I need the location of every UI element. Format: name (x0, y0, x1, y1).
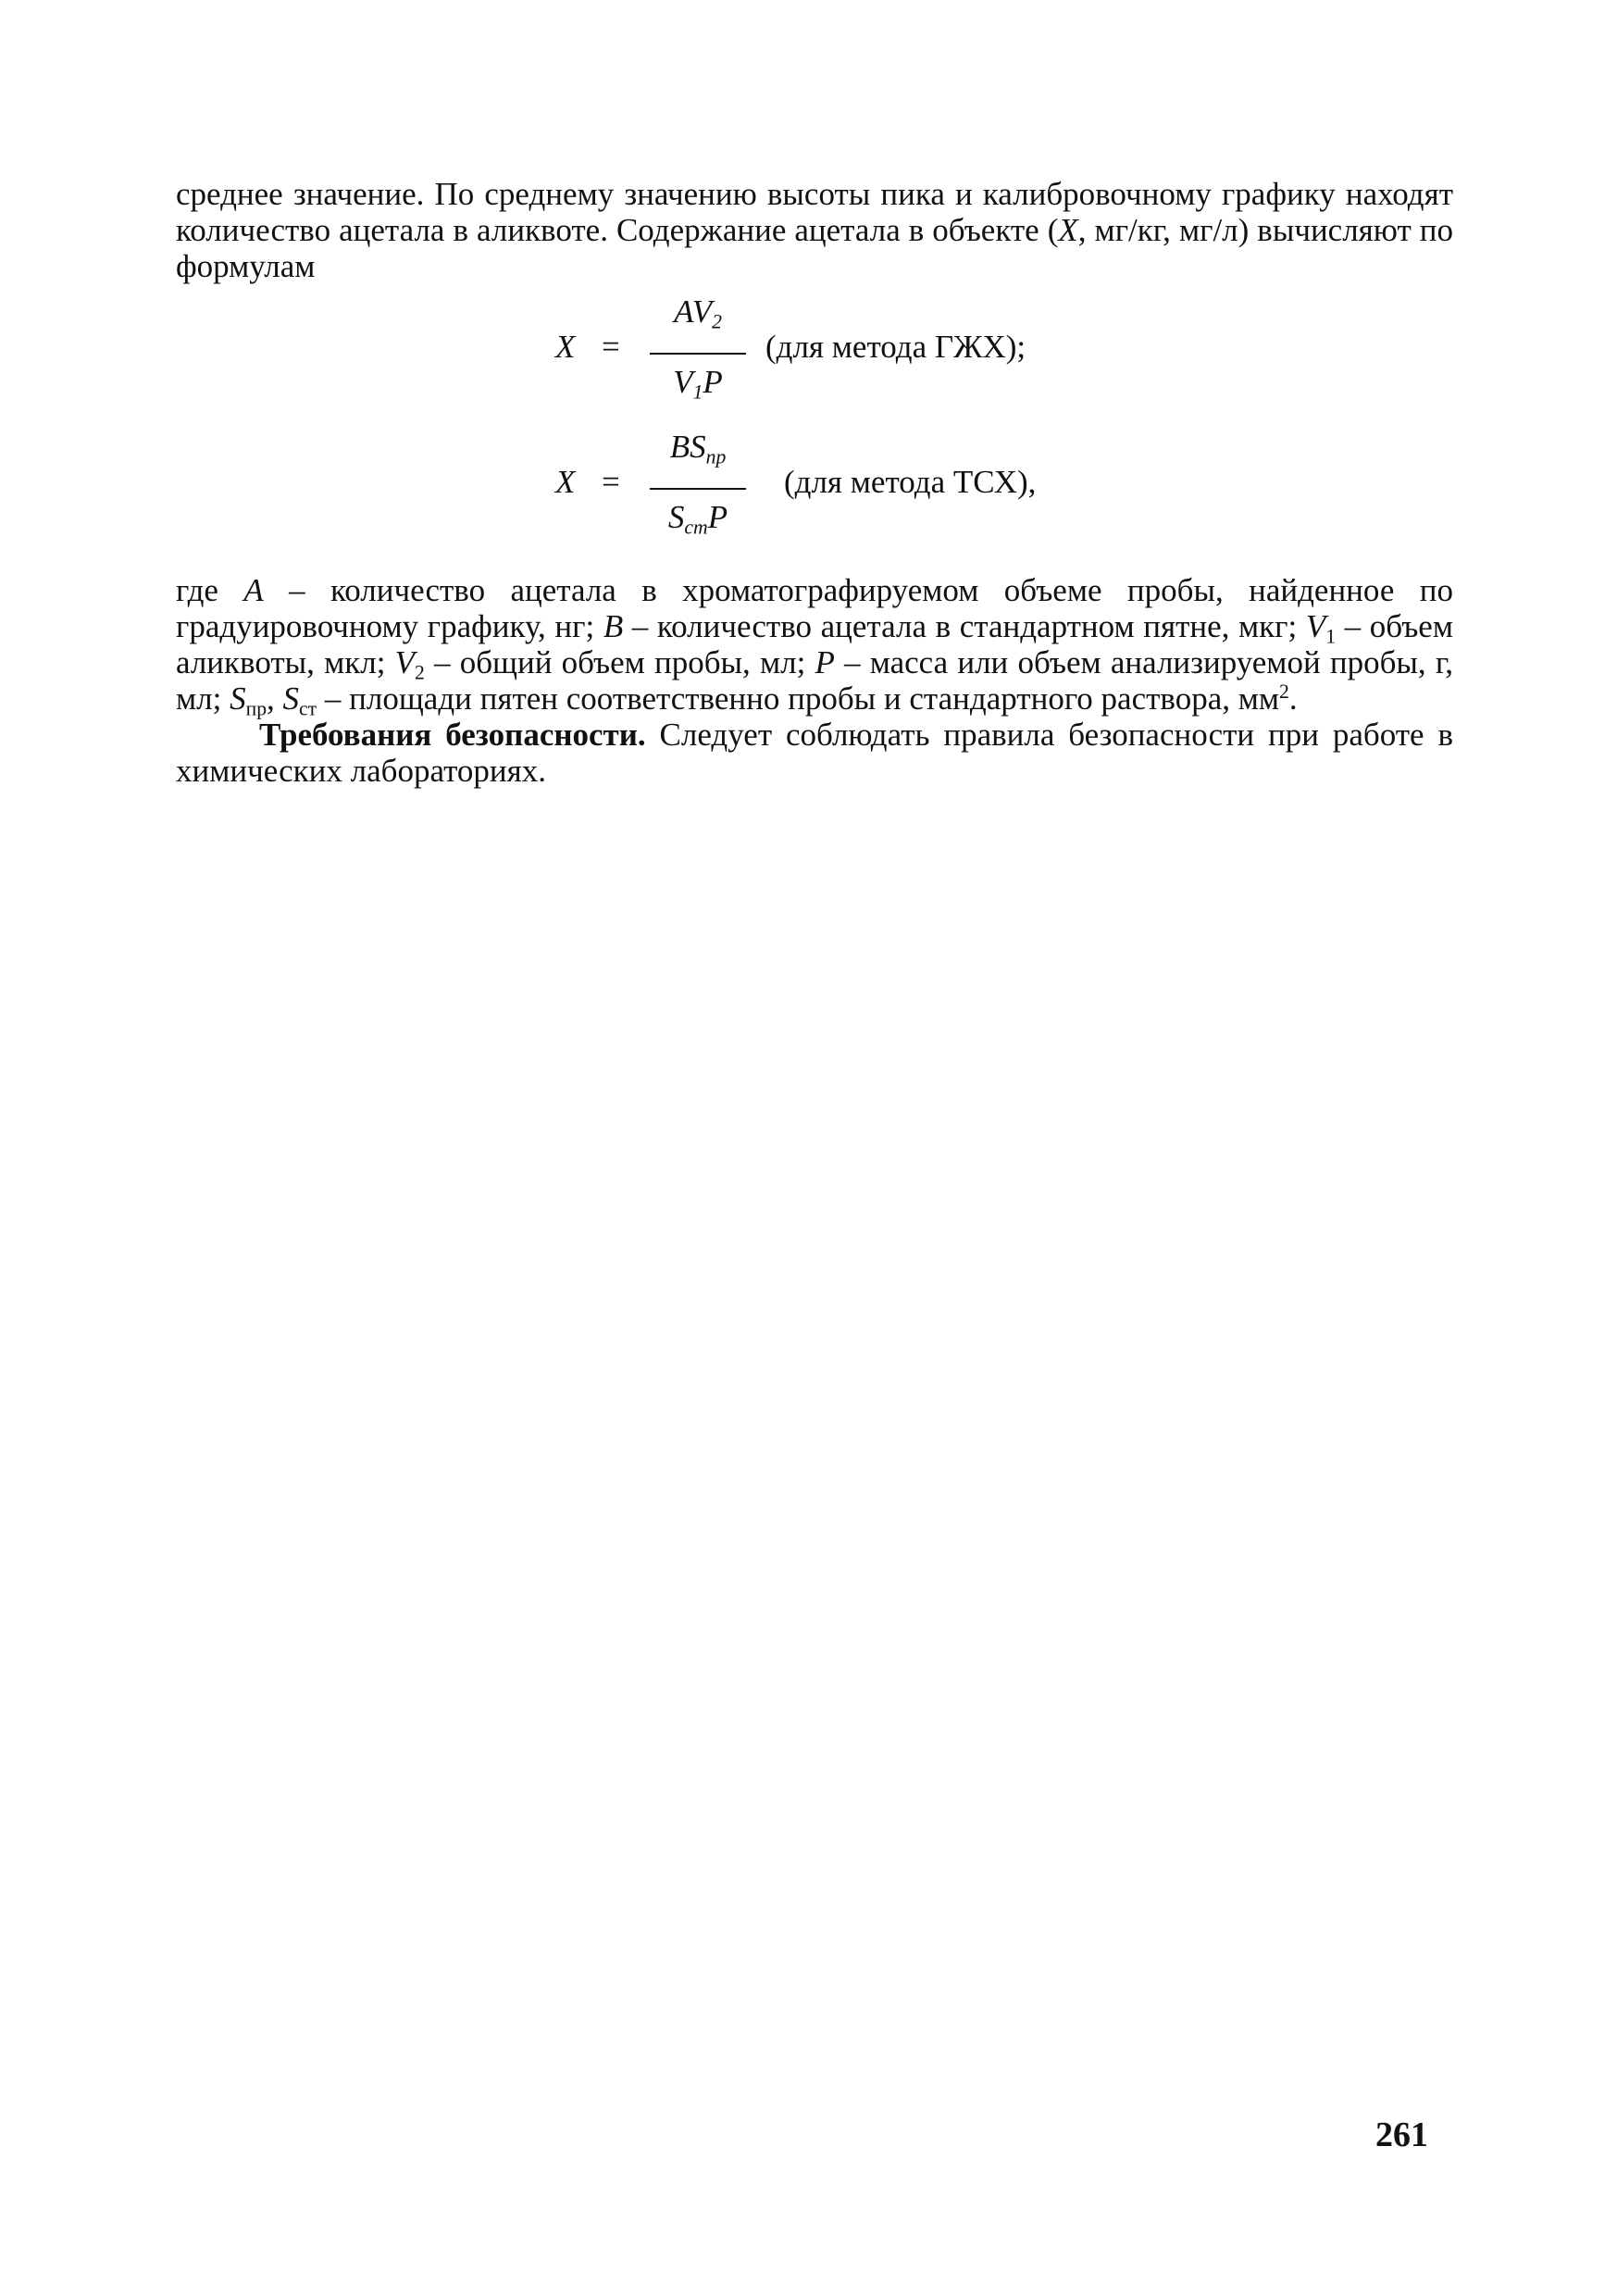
intro-text-after: , мг/кг, мг/л) вычисляют по формулам (176, 212, 1453, 284)
formula-note: (для метода ТСХ), (784, 464, 1037, 500)
safety-text: Следует соблюдать правила безопасности при работе в химических лабораториях. (176, 717, 1453, 789)
fraction-bar (650, 488, 746, 490)
formula-numerator: $BS_{пр}$ (669, 429, 727, 468)
formula-numerator: $AV_2$ (674, 293, 722, 333)
page-content (176, 176, 1453, 789)
formula-fraction (650, 293, 746, 414)
formula-tlc (176, 429, 1453, 572)
formula-denominator: $V_1P$ (673, 364, 723, 404)
page-number: 261 (1375, 2115, 1428, 2154)
formula-equals: = (602, 329, 620, 365)
intro-text: среднее значение. По среднему значению высоты пика и калибровочному графику находят количество ацетала в аликвоте. Содержание ацетала в объекте ( (176, 176, 1453, 248)
safety-paragraph (176, 717, 1453, 789)
fraction-bar (650, 353, 746, 355)
safety-heading: Требования безопасности. (259, 717, 646, 753)
formula-gc (176, 293, 1453, 432)
formula-equals: = (602, 464, 620, 500)
formula-lhs: X (555, 329, 576, 365)
formula-denominator: $S_{ст}P$ (667, 499, 728, 539)
formula-lhs: X (555, 464, 576, 500)
var-x: X (1058, 212, 1078, 248)
definitions-paragraph: где A – количество ацетала в хроматографируемом объеме пробы, найденное по градуировочному графику, нг; B – количество ацетала в стандартном пятне, мкг; $V_1$ – объем аликвоты, мкл; $V_2$ – общий объем пробы, мл; P – масса или объем анализируемой пробы, г, мл; $S_{пр}$, $S_{ст}$ – площади пятен соответственно пробы и стандартного раствора, $мм^2$. (176, 572, 1453, 720)
formula-note: (для метода ГЖХ); (765, 329, 1026, 365)
formula-fraction (650, 429, 746, 549)
intro-paragraph (176, 176, 1453, 284)
